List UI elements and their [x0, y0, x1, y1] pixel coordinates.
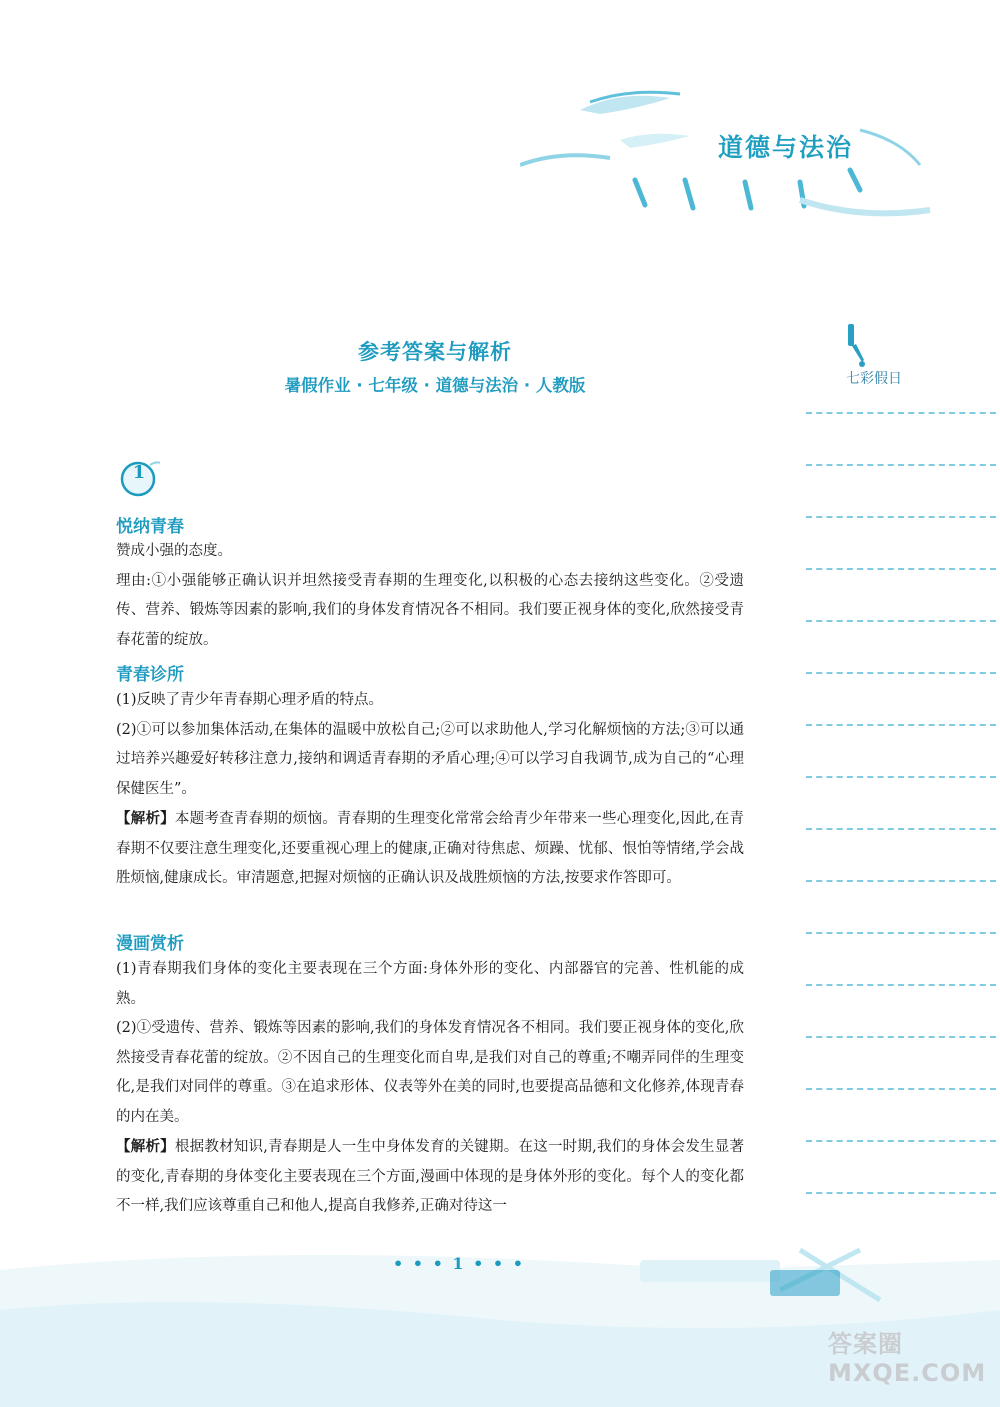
note-lines [806, 412, 996, 1282]
answer-paragraph: (1)青春期我们身体的变化主要表现在三个方面:身体外形的变化、内部器官的完善、性机能的成熟。 [116, 961, 744, 1007]
analysis-paragraph [116, 804, 744, 894]
answer-paragraph: 理由:①小强能够正确认识并坦然接受青春期的生理变化,以积极的心态去接纳这些变化。②受遗传、营养、锻炼等因素的影响,我们的身体发育情况各不相同。我们要正视身体的变化,欣然接受青春花蕾的绽放。 [116, 572, 744, 648]
section-heading: 悦纳青春 [116, 517, 184, 537]
answer-paragraph: (2)①可以参加集体活动,在集体的温暖中放松自己;②可以求助他人,学习化解烦恼的方法;③可以通过培养兴趣爱好转移注意力,接纳和调适青春期的矛盾心理;④可以学习自我调节,成为自己的“心理保健医生”。 [116, 721, 744, 797]
page-subtitle: 暑假作业 · 七年级 · 道德与法治 · 人教版 [284, 376, 586, 395]
watermark: 答案圈 MXQE.COM [828, 1330, 987, 1387]
analysis-tag: 【解析】 [116, 1138, 175, 1155]
page-title: 参考答案与解析 [358, 340, 512, 364]
section-body [116, 537, 744, 655]
answer-paragraph: 赞成小强的态度。 [116, 543, 232, 559]
section-body [116, 686, 744, 894]
page-number: • • • 1 • • • [393, 1254, 525, 1273]
section-body [116, 955, 744, 1222]
subject-title: 道德与法治 [718, 133, 854, 162]
analysis-tag: 【解析】 [116, 810, 175, 827]
unit-number: 1 [132, 462, 146, 483]
analysis-paragraph [116, 1132, 744, 1222]
answer-paragraph: (1)反映了青少年青春期心理矛盾的特点。 [116, 692, 384, 708]
sidebar-label: 七彩假日 [846, 371, 902, 387]
section-heading: 漫画赏析 [116, 934, 184, 954]
analysis-text: 根据教材知识,青春期是人一生中身体发育的关键期。在这一时期,我们的身体会发生显著的变化,青春期的身体变化主要表现在三个方面,漫画中体现的是身体外形的变化。每个人的变化都不一样,我们应该尊重自己和他人,提高自我修养,正确对待这一 [116, 1139, 745, 1214]
answer-paragraph: (2)①受遗传、营养、锻炼等因素的影响,我们的身体发育情况各不相同。我们要正视身体的变化,欣然接受青春花蕾的绽放。②不因自己的生理变化而自卑,是我们对自己的尊重;不嘲弄同伴的生理变化,是我们对同伴的尊重。③在追求形体、仪表等外在美的同时,也要提高品德和文化修养,体现青春的内在美。 [116, 1020, 744, 1125]
analysis-text: 本题考查青春期的烦恼。青春期的生理变化常常会给青少年带来一些心理变化,因此,在青春期不仅要注意生理变化,还要重视心理上的健康,正确对待焦虑、烦躁、忧郁、恨怕等情绪,学会战胜烦恼,健康成长。审清题意,把握对烦恼的正确认识及战胜烦恼的方法,按要求作答即可。 [116, 811, 745, 886]
section-heading: 青春诊所 [116, 665, 184, 685]
pen-icon [846, 322, 868, 368]
